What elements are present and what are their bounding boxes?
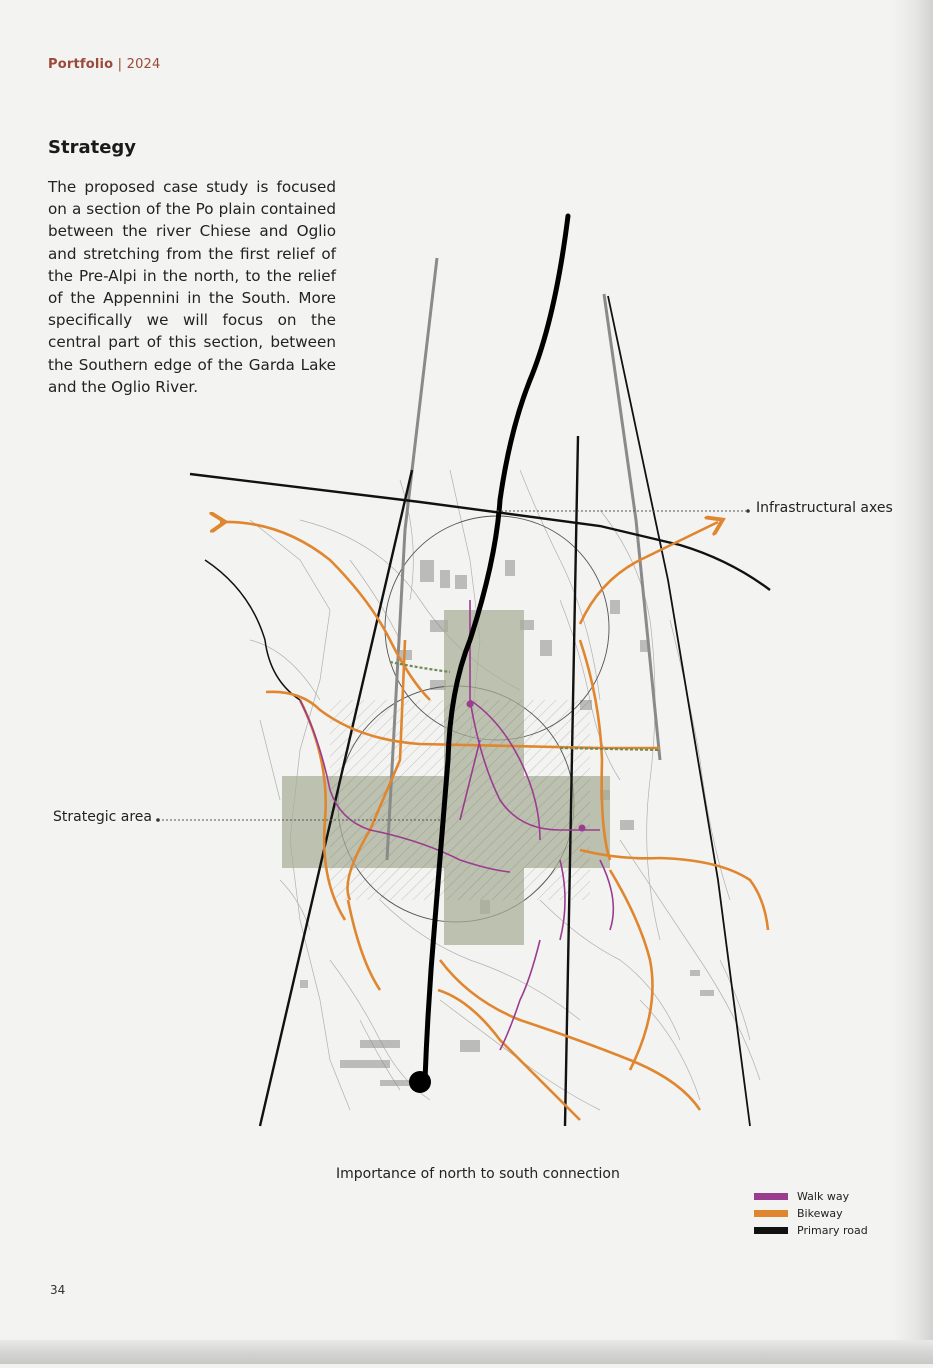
infrastructural-leader-dot xyxy=(746,509,750,513)
body-paragraph: The proposed case study is focused on a section of the Po plain contained between the river Chiese and Oglio and stretching from the first relief of the Pre-Alpi in the north, to the relief of the Appennini in the South. More specifically we will focus on the central part of this section, between the Southern edge of the Garda Lake and the Oglio River. xyxy=(48,178,336,396)
river-edge-line xyxy=(205,560,300,700)
strategic-leader-dot xyxy=(156,818,160,822)
legend-item-primary-road xyxy=(754,1222,868,1239)
strategic-zone-hatch xyxy=(330,700,590,900)
header-separator: | xyxy=(117,57,123,72)
walkway-swatch xyxy=(754,1193,788,1200)
infrastructural-axes-label: Infrastructural axes xyxy=(756,500,893,516)
walkway-node xyxy=(467,701,474,708)
primary-road-terminus xyxy=(409,1071,431,1093)
east-west-primary-road xyxy=(190,474,770,590)
legend-label: Bikeway xyxy=(797,1207,843,1220)
page-number: 34 xyxy=(50,1283,66,1297)
legend-item-bikeway xyxy=(754,1205,868,1222)
figure-caption: Importance of north to south connection xyxy=(336,1166,620,1182)
map-legend xyxy=(754,1188,868,1239)
bikeway-swatch xyxy=(754,1210,788,1217)
east-primary-road xyxy=(608,296,750,1126)
legend-label: Primary road xyxy=(797,1224,868,1237)
primary-road-swatch xyxy=(754,1227,788,1234)
section-title: Strategy xyxy=(48,137,137,158)
portfolio-year: 2024 xyxy=(126,57,161,72)
legend-item-walkway xyxy=(754,1188,868,1205)
portfolio-label: Portfolio xyxy=(48,57,114,72)
legend-label: Walk way xyxy=(797,1190,850,1203)
strategic-area-label: Strategic area xyxy=(53,809,152,825)
walkway-node xyxy=(579,825,586,832)
